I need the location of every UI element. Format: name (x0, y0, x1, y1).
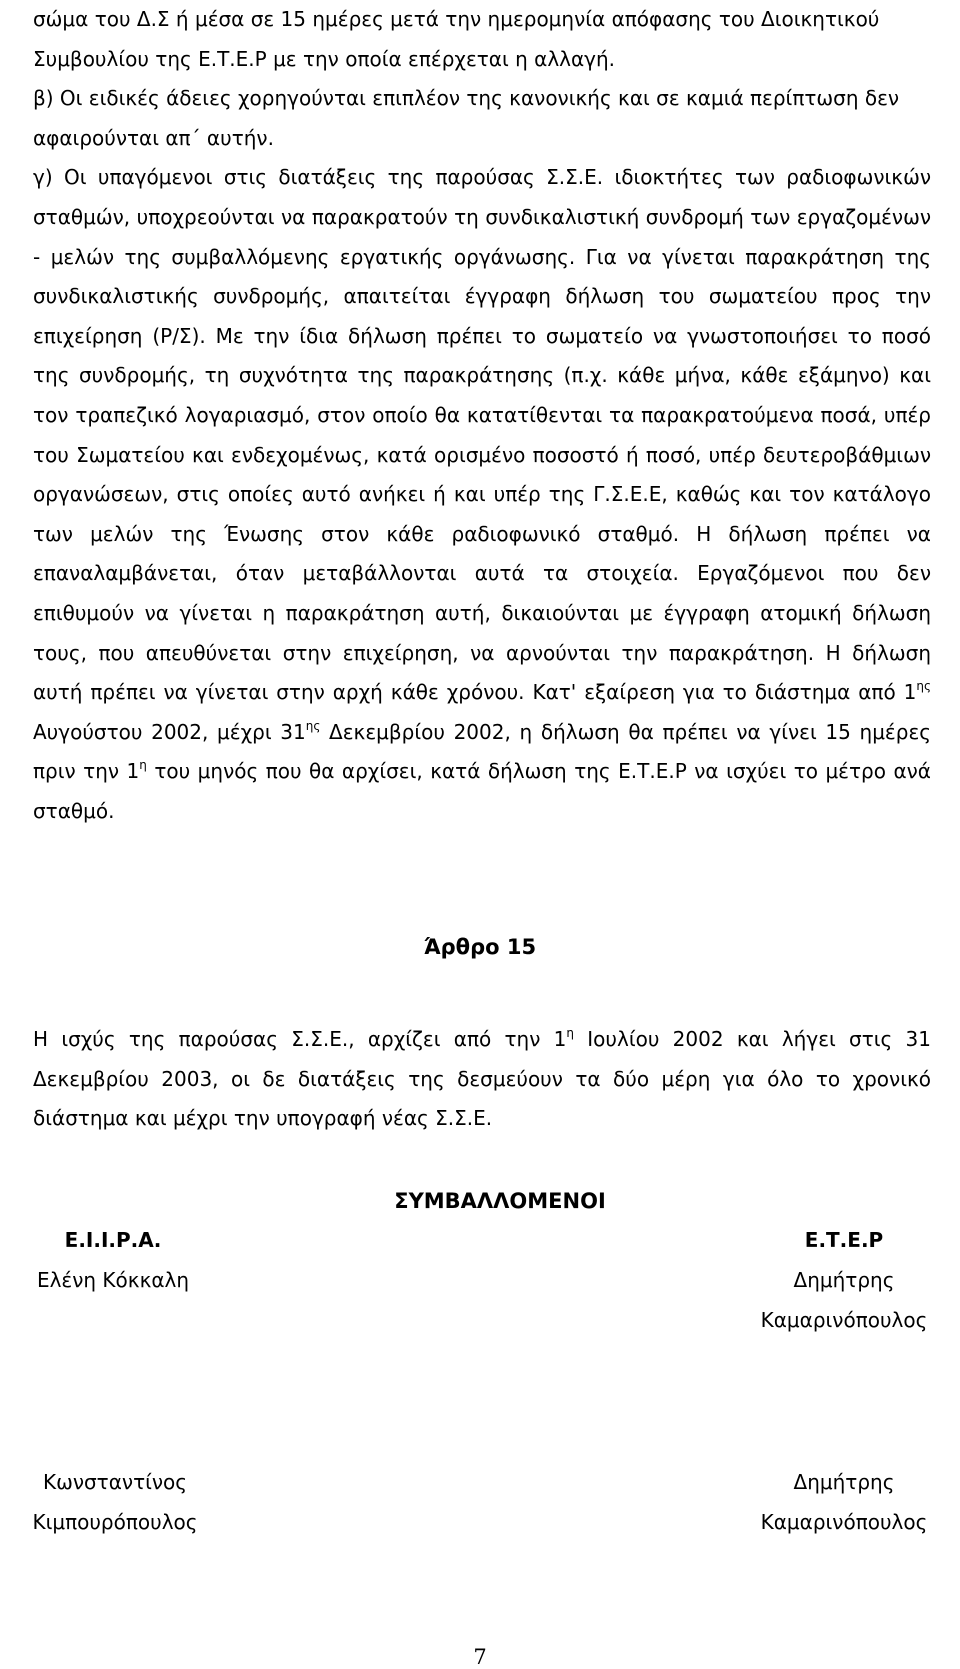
body-text-article-15 (33, 1020, 931, 1139)
body-text-article-14 (33, 0, 931, 831)
paragraph-c (33, 158, 931, 831)
paragraph-line: β) Οι ειδικές άδειες χορηγούνται επιπλέον της κανονικής και σε καμιά περίπτωση δεν (33, 86, 900, 111)
organization-name: Ε.Ι.Ι.Ρ.Α. (64, 1228, 162, 1252)
signatory-last-name: Κιμπουρόπουλος (32, 1510, 198, 1534)
signatory-first-name: Δημήτρης (793, 1268, 895, 1292)
superscript: η (139, 758, 147, 773)
signatory-first-name: Δημήτρης (793, 1470, 895, 1494)
superscript: η (566, 1026, 574, 1040)
superscript: ης (305, 718, 321, 733)
paragraph-line: Συμβουλίου της Ε.Τ.Ε.Ρ με την οποία επέρχεται η αλλαγή. (33, 46, 616, 71)
signatory-right-bottom (744, 1462, 944, 1542)
paragraph-line: αφαιρούνται απ΄ αυτήν. (33, 125, 274, 150)
organization-name: Ε.Τ.Ε.Ρ (804, 1228, 884, 1252)
signatory-left-top (20, 1220, 206, 1300)
signatory-first-name: Κωνσταντίνος (42, 1470, 188, 1494)
signatory-left-bottom (0, 1462, 230, 1542)
article-15-text: Η ισχύς της παρούσας Σ.Σ.Ε., αρχίζει από την 1 (33, 1027, 567, 1051)
article-15-heading: Άρθρο 15 (423, 935, 537, 959)
paragraph-c-text: Αυγούστου 2002, μέχρι 31 (33, 719, 306, 744)
article-15-paragraph (33, 1020, 931, 1139)
signatory-last-name: Καμαρινόπουλος (760, 1510, 928, 1534)
page-number: 7 (473, 1645, 487, 1669)
paragraph-c-text: Δεκεμβρίου 2002, η δήλωση θα πρέπει να γίνει 15 ημέρες πριν την 1 (33, 719, 931, 784)
paragraph-c-text: γ) Οι υπαγόμενοι στις διατάξεις της παρούσας Σ.Σ.Ε. ιδιοκτήτες των ραδιοφωνικών σταθμών, υποχρεούνται να παρακρατούν τη συνδικαλιστική συνδρομή των εργαζομένων - μελών της συμβαλλόμενης εργατικής οργάνωσης. Για να γίνεται παρακράτηση της συνδικαλιστικής συνδρομής, απαιτείται έγγραφη δήλωση του σωματείου προς την επιχείρηση (Ρ/Σ). Με την ίδια δήλωση πρέπει το σωματείο να γνωστοποιήσει το ποσό της συνδρομής, τη συχνότητα της παρακράτησης (π.χ. κάθε μήνα, κάθε εξάμηνο) και τον τραπεζικό λογαριασμό, στον οποίο θα κατατίθενται τα παρακρατούμενα ποσά, υπέρ του Σωματείου και ενδεχομένως, κατά ορισμένο ποσοστό ή ποσό, υπέρ δευτεροβάθμιων οργανώσεων, στις οποίες αυτό ανήκει ή και υπέρ της Γ.Σ.Ε.Ε, καθώς και τον κατάλογο των μελών της Ένωσης στον κάθε ραδιοφωνικό σταθμό. Η δήλωση πρέπει να επαναλαμβάνεται, όταν μεταβάλλονται αυτά τα στοιχεία. Εργαζόμενοι που δεν επιθυμούν να γίνεται η παρακράτηση αυτή, δικαιούνται με έγγραφη ατομική δήλωση τους, που απευθύνεται στην επιχείρηση, να αρνούνται την παρακράτηση. Η δήλωση αυτή πρέπει να γίνεται στην αρχή κάθε χρόνου. Κατ' εξαίρεση για το διάστημα από 1 (33, 165, 931, 705)
signatory-name: Ελένη Κόκκαλη (36, 1268, 190, 1292)
paragraph-c-text: του μηνός που θα αρχίσει, κατά δήλωση της Ε.Τ.Ε.Ρ να ισχύει το μέτρο ανά σταθμό. (33, 759, 931, 823)
signatories-heading: ΣΥΜΒΑΛΛΟΜΕΝΟΙ (394, 1189, 606, 1213)
superscript: ης (916, 679, 931, 694)
signatory-last-name: Καμαρινόπουλος (760, 1308, 928, 1332)
paragraph-line: σώμα του Δ.Σ ή μέσα σε 15 ημέρες μετά την ημερομηνία απόφασης του Διοικητικού (33, 7, 880, 31)
article-15-text: Ιουλίου 2002 και λήγει στις 31 Δεκεμβρίου 2003, οι δε διατάξεις της δεσμεύουν τα δύο μέρη για όλο το χρονικό διάστημα και μέχρι την υπογραφή νέας Σ.Σ.Ε. (33, 1027, 931, 1131)
signatory-right-top (744, 1220, 944, 1340)
